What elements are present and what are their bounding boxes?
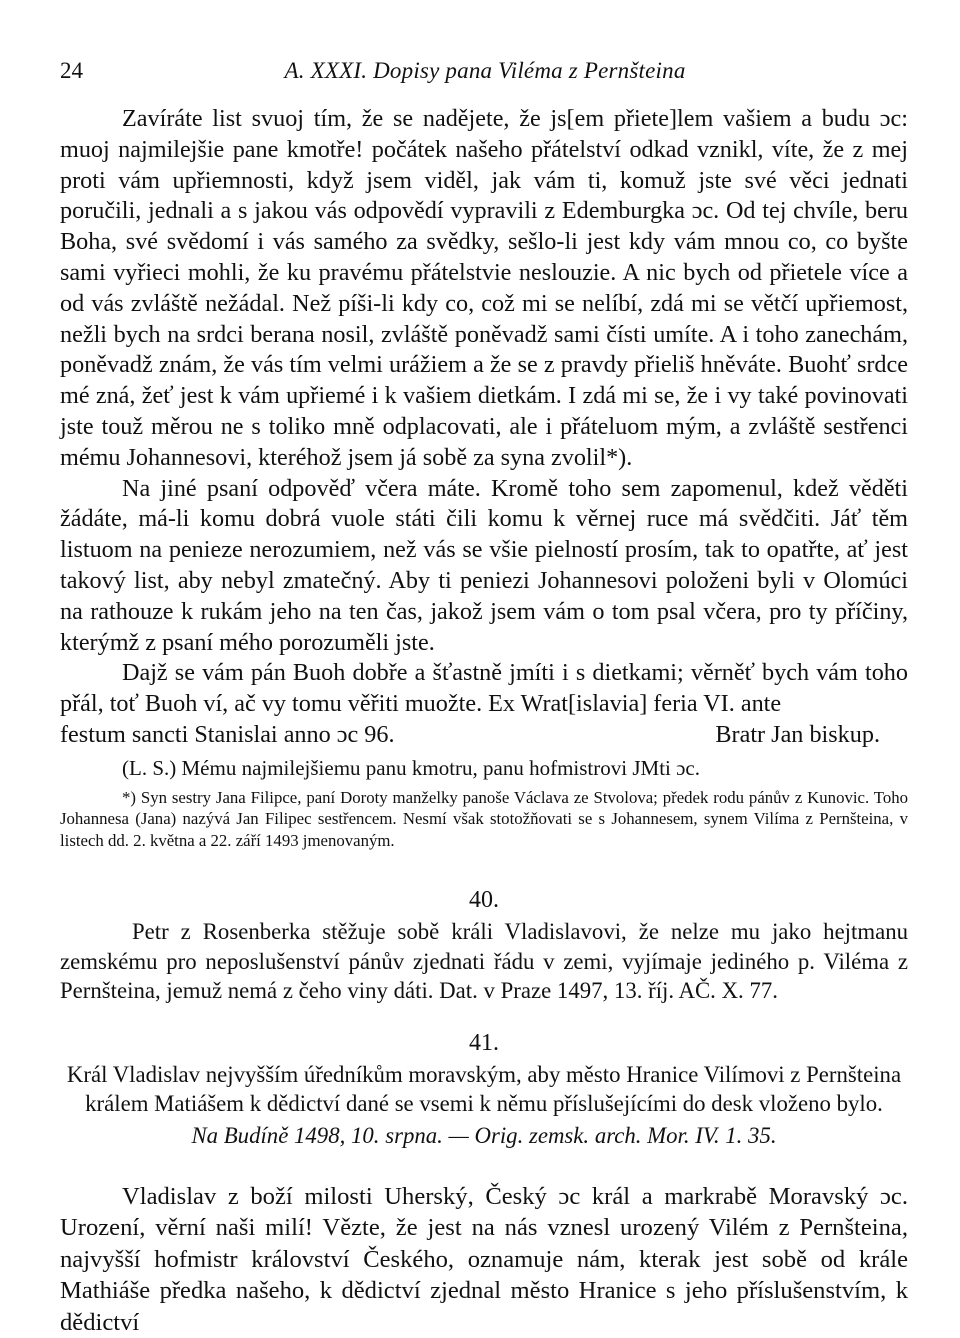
document-summary: Král Vladislav nejvyšším úředníkům moravským, aby město Hranice Vilímovi z Pernšteina králem Matiášem k dědictví dané se vsemi k němu příslušejícími do desk vloženo bylo.: [66, 1061, 902, 1117]
signature: Bratr Jan biskup.: [715, 720, 880, 748]
document-dating: Na Budíně 1498, 10. srpna. — Orig. zemsk. arch. Mor. IV. 1. 35.: [191, 1122, 777, 1148]
letter-paragraph: Na jiné psaní odpověď včera máte. Kromě toho sem zapomenul, kdež věděti žádáte, má-li komu dobrá vuole státi čili komu k věrnej ruce má svědčiti. Jáť těm listuom na penieze nerozumiem, než vás se všie pielností prosím, tak to opatřte, ať jest takový list, aby nebyl zmatečný. Aby ti peniezi Johannesovi položeni byli v Olomúci na rathouze k rukám jeho na ten čas, jakož jsem vám o tom psal včera, pro ty příčiny, kterýmž z psaní mého porozuměli jste.: [60, 474, 908, 656]
page-header: [60, 58, 910, 88]
seal-address: (L. S.) Mému najmilejšiemu panu kmotru, panu hofmistrovi JMti ɔc.: [122, 755, 701, 780]
document-text: [60, 1181, 908, 1338]
footnote: *) Syn sestry Jana Filipce, paní Doroty manželky panoše Václava ze Stvolova; předek rodu pánův z Kunovic. Toho Johannesa (Jana) nazývá Jan Filipec sestřencem. Nesmí však stotožňovati se s Johannesem, synem Vilíma z Pernšteina, v listech dd. 2. května a 22. září 1493 jmenovaným.: [60, 787, 908, 850]
letter-closing: [60, 720, 908, 751]
document-summary: Petr z Rosenberka stěžuje sobě králi Vladislavovi, že nelze mu jako hejtmanu zemskému pro neposlušenství pánův zjednati řádu v zemi, vyjímaje jediného p. Viléma z Pernšteina, jemuž nemá z čeho viny dáti. Dat. v Praze 1497, 13. říj. AČ. X. 77.: [60, 919, 908, 1004]
document-paragraph: Vladislav z boží milosti Uherský, Český ɔc král a markrabě Moravský ɔc. Urození, věrní naši milí! Vězte, že jest na nás vznesl urozený Vilém z Pernšteina, najvyšší hofmistr království Českého, oznamuje nám, kterak jest sobě od krále Mathiáše předka našeho, k dědictví zjednal město Hranice s jeho příslušenstvím, k dědictví: [60, 1182, 908, 1336]
page-body: [60, 104, 908, 1338]
date-closing: festum sancti Stanislai anno ɔc 96.: [60, 720, 395, 748]
document-number: 41.: [469, 1029, 499, 1056]
document-number: 40.: [469, 887, 499, 914]
document-41: [60, 1028, 908, 1338]
page-number: 24: [60, 58, 83, 83]
running-title: A. XXXI. Dopisy pana Viléma z Pernšteina: [284, 58, 686, 83]
letter-paragraph: Dajž se vám pán Buoh dobře a šťastně jmíti i s dietkami; věrněť bych vám toho přál, toť Buoh ví, ač vy tomu věřiti muožte. Ex Wrat[islavia] feria VI. ante: [60, 659, 908, 718]
document-40: [60, 885, 908, 1006]
letter-39-continuation: [60, 104, 908, 851]
letter-paragraph: Zavíráte list svuoj tím, že se nadějete, že js[em přiete]lem vašiem a budu ɔc: muoj najmilejšie pane kmotře! počátek našeho přátelství odkad vznikl, víte, že z mej proti vám upřiemnosti, když jsem viděl, jak vám ti, komuž jste své věci jednati poručili, jednali a s jakou vás odpovědí vypravili z Edemburgka ɔc. Od tej chvíle, beru Boha, své svědomí i vás samého za svědky, sešlo-li jest kdy vám mnou co, co byšte sami vyřieci mohli, že ku pravému přátelstvie neslouzie. A nic bych od přietele více a od vás zvláště nežádal. Než píši-li kdy co, což mi se nelíbí, zdá mi se větčí upřiemost, nežli bych na srdci berana nosil, zvláště poněvadž sami čísti umíte. A i toho zanechám, poněvadž znám, že vás tím velmi urážiem a že se z pravdy přieliš hněváte. Buohť srdce mé zná, žeť jest k vám upřiemé i k vašiem dietkám. I zdá mi se, že i vy také povinovati jste touž měrou ne s toliko mně odplacovati, ale i přáteluom mým, a zvláště sestřenci mému Johannesovi, kteréhož jsem já sobě za syna zvolil*).: [60, 105, 908, 471]
